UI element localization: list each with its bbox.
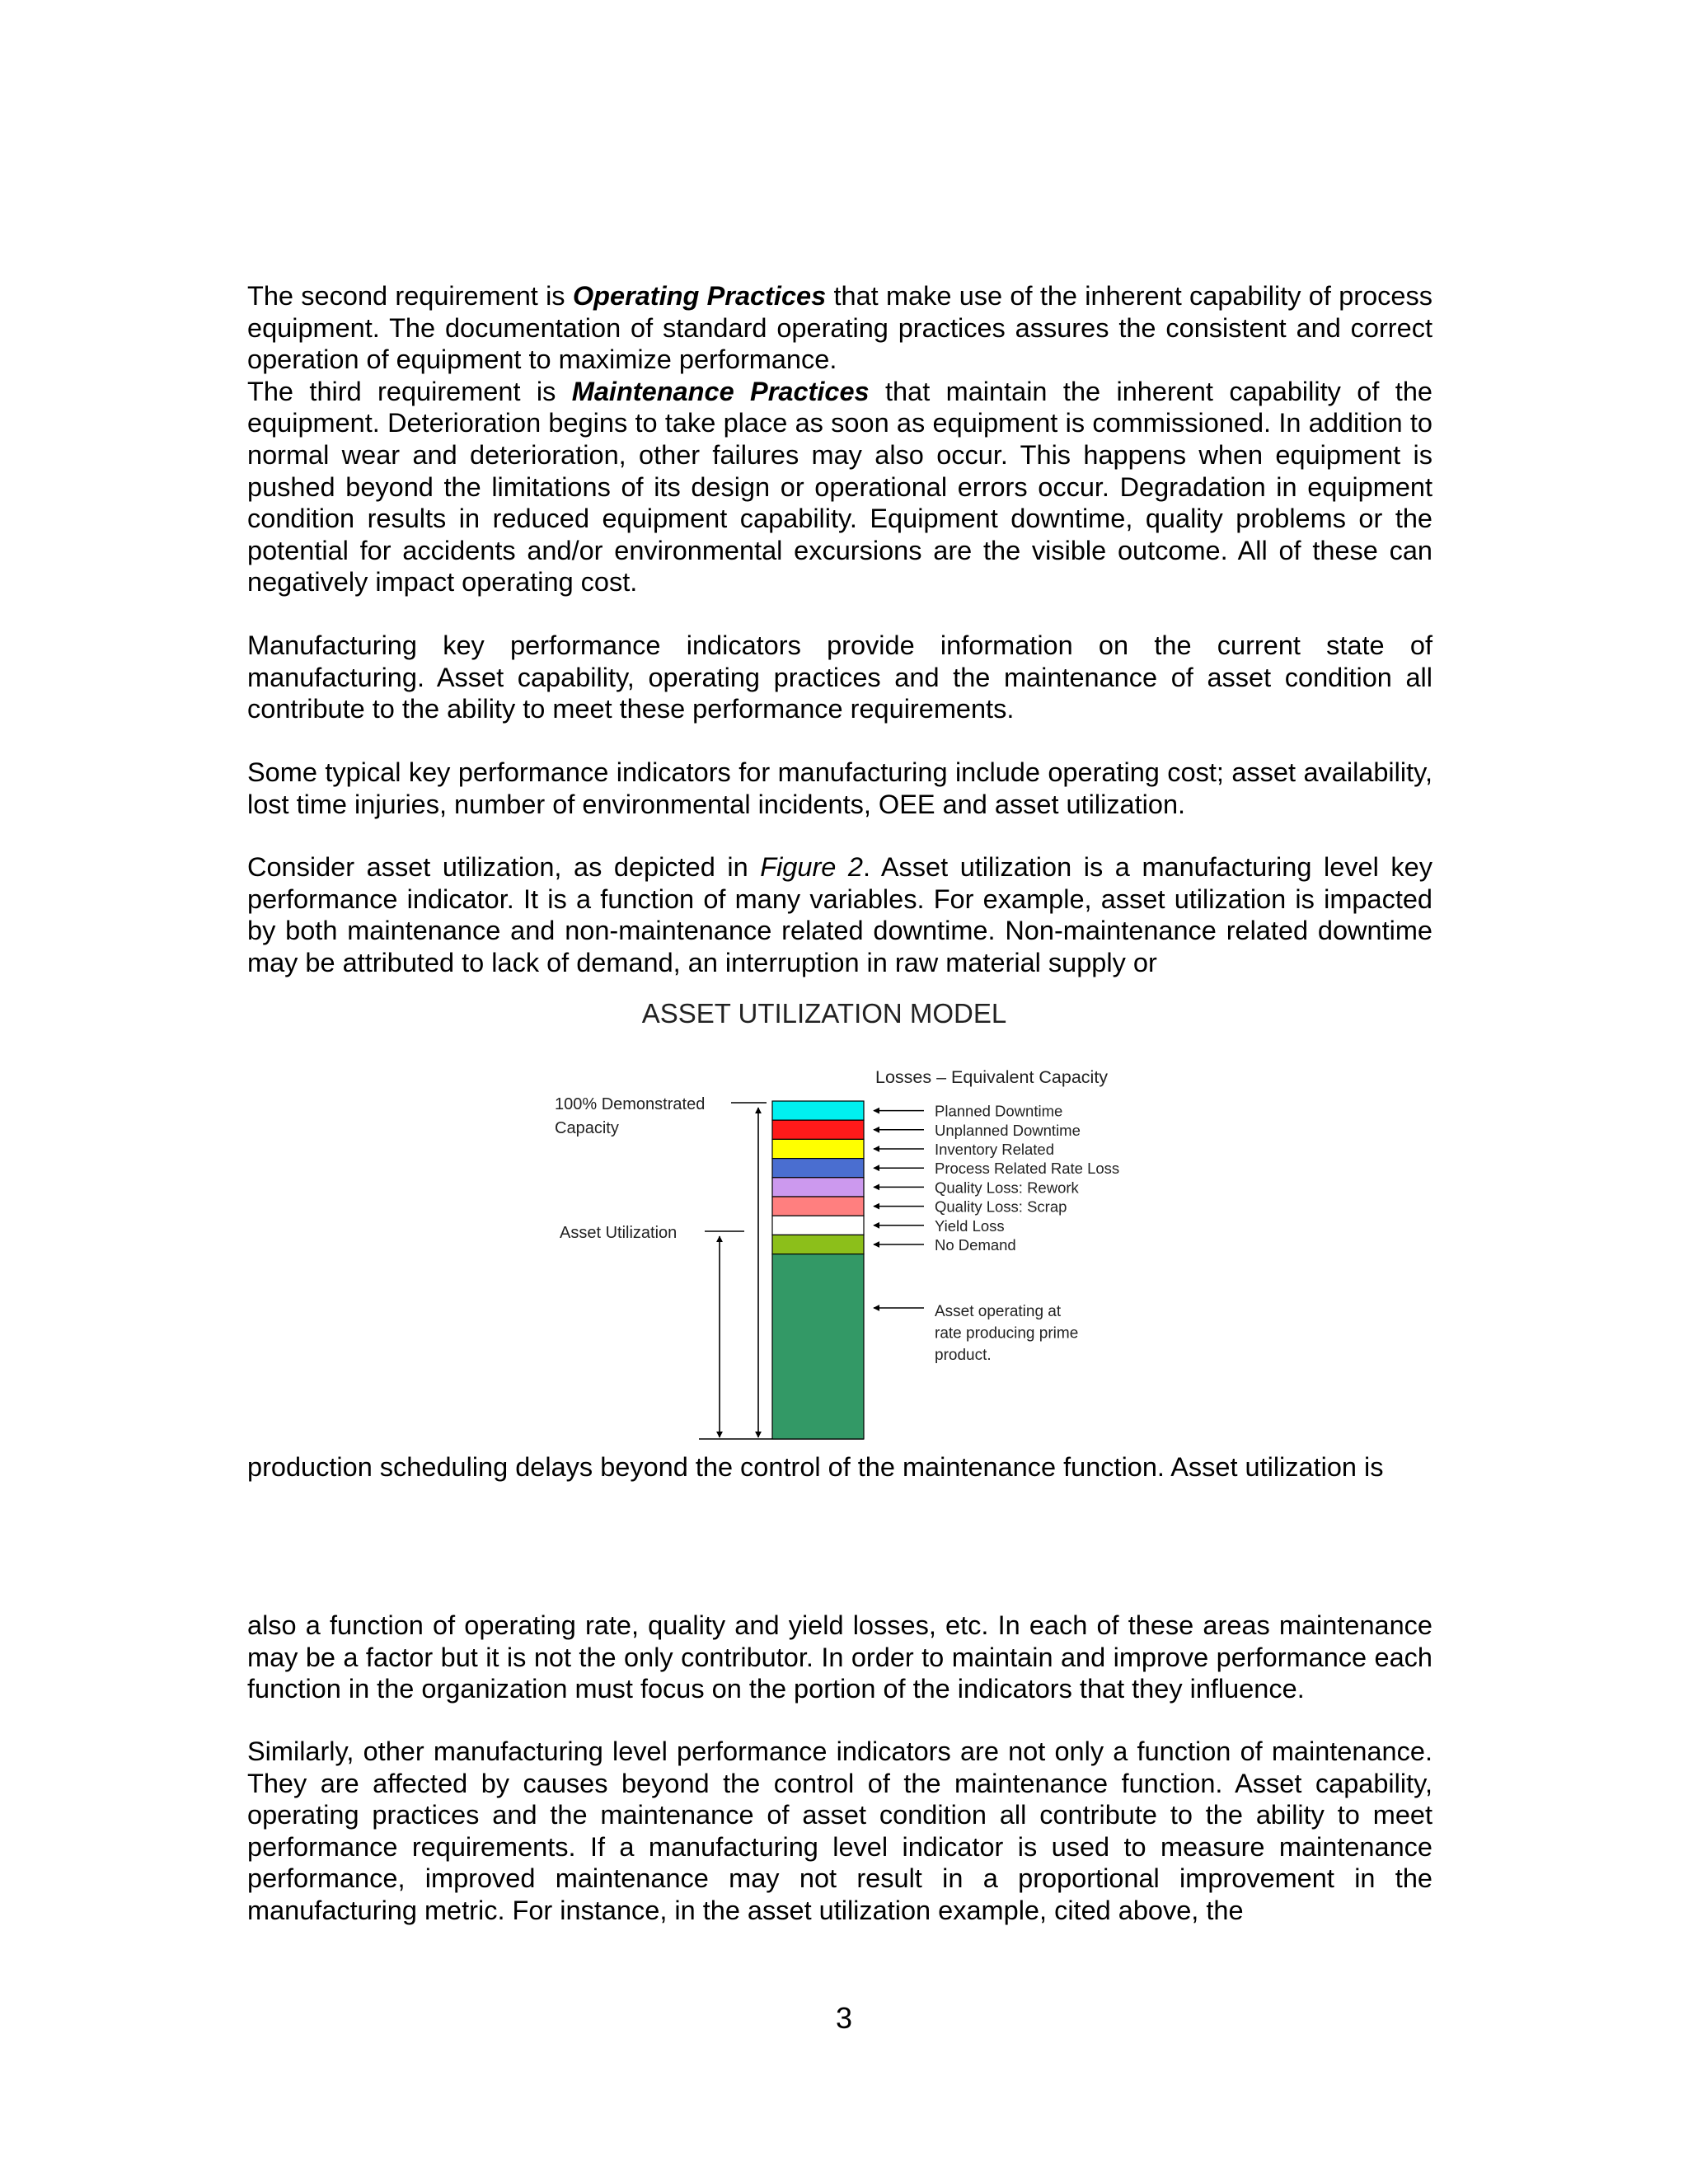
loss-segment xyxy=(772,1197,864,1216)
emphasis-operating-practices: Operating Practices xyxy=(572,281,827,311)
paragraph-asset-utilization xyxy=(247,851,1432,978)
loss-label: Process Related Rate Loss xyxy=(935,1160,1120,1178)
loss-segment xyxy=(772,1178,864,1197)
text: that maintain the inherent capability of the equipment. Deterioration begins to take place as soon as equipment is commissioned. In addition to normal wear and deterioration, other failures may also occur. This happens when equipment is pushed beyond the limitations of its design or operational errors occur. Degradation in equipment condition results in reduced equipment capability. Equipment downtime, quality problems or the potential for accidents and/or environmental excursions are the visible outcome. All of these can negatively impact operating cost. xyxy=(247,376,1432,598)
operating-label-line: product. xyxy=(935,1347,992,1364)
losses-heading: Losses – Equivalent Capacity xyxy=(875,1067,1109,1087)
demonstrated-capacity-label xyxy=(555,1095,710,1137)
text: The second requirement is xyxy=(247,281,573,311)
loss-segment xyxy=(772,1139,864,1158)
paragraph-maintenance-practices xyxy=(247,376,1432,598)
text: that make use of the inherent capability of process equipment. The documentation of standard operating practices assures the consistent and correct operation of equipment to maximize performance. xyxy=(247,281,1432,375)
loss-segment xyxy=(772,1235,864,1254)
demonstrated-capacity-line: 100% Demonstrated xyxy=(555,1095,706,1113)
loss-segment xyxy=(772,1216,864,1235)
loss-callouts xyxy=(874,1103,1119,1364)
text: Consider asset utilization, as depicted in xyxy=(247,852,761,882)
page-number: 3 xyxy=(835,2001,853,2035)
paragraph-scheduling-delays: production scheduling delays beyond the control of the maintenance function. Asset utilization is xyxy=(247,1452,1384,1482)
loss-label: No Demand xyxy=(935,1236,1016,1254)
loss-segment xyxy=(772,1159,864,1178)
paragraph-operating-rate: also a function of operating rate, quality and yield losses, etc. In each of these areas maintenance may be a factor but it is not the only contributor. In order to maintain and improve performance each function in the organization must focus on the portion of the indicators that they influence. xyxy=(247,1610,1432,1704)
paragraph-group-requirements xyxy=(247,280,1432,598)
loss-label: Unplanned Downtime xyxy=(935,1121,1081,1139)
loss-segment xyxy=(772,1120,864,1139)
capacity-stack xyxy=(772,1101,864,1439)
loss-label: Inventory Related xyxy=(935,1141,1055,1158)
text: The third requirement is xyxy=(247,376,572,406)
text: . Asset utilization is a manufacturing level key performance indicator. It is a function of many variables. For example, asset utilization is impacted by both maintenance and non-maintenance related downtime. Non-maintenance related downtime may be attributed to lack of demand, an interruption in raw material supply or xyxy=(247,852,1432,977)
loss-segment xyxy=(772,1101,864,1120)
emphasis-maintenance-practices: Maintenance Practices xyxy=(571,376,870,406)
paragraph-kpi-intro: Manufacturing key performance indicators provide information on the current state of manufacturing. Asset capability, operating practices and the maintenance of asset condition all contribute to the ability to meet these performance requirements. xyxy=(247,630,1432,724)
paragraph-typical-kpis: Some typical key performance indicators for manufacturing include operating cost; asset availability, lost time injuries, number of environmental incidents, OEE and asset utilization. xyxy=(247,757,1432,819)
paragraph-operating-practices xyxy=(247,280,1432,376)
operating-label xyxy=(935,1303,1078,1364)
asset-utilization-label: Asset Utilization xyxy=(560,1224,678,1242)
demonstrated-capacity-line: Capacity xyxy=(555,1119,619,1137)
operating-label-line: Asset operating at xyxy=(935,1303,1062,1320)
loss-label: Planned Downtime xyxy=(935,1102,1063,1120)
loss-label: Quality Loss: Scrap xyxy=(935,1197,1067,1216)
operating-label-line: rate producing prime xyxy=(935,1324,1079,1343)
paragraph-other-indicators: Similarly, other manufacturing level performance indicators are not only a function of maintenance. They are affected by causes beyond the control of the maintenance function. Asset capability, operating practices and the maintenance of asset condition all contribute to the ability to meet performance requirements. If a manufacturing level indicator is used to measure maintenance performance, improved maintenance may not result in a proportional improvement in the manufacturing metric. For instance, in the asset utilization example, cited above, the xyxy=(247,1736,1432,1925)
figure-reference: Figure 2 xyxy=(760,852,864,882)
loss-label: Yield Loss xyxy=(935,1216,1005,1235)
loss-label: Quality Loss: Rework xyxy=(935,1179,1079,1197)
operating-segment xyxy=(772,1254,864,1439)
figure-title: ASSET UTILIZATION MODEL xyxy=(641,998,1007,1029)
